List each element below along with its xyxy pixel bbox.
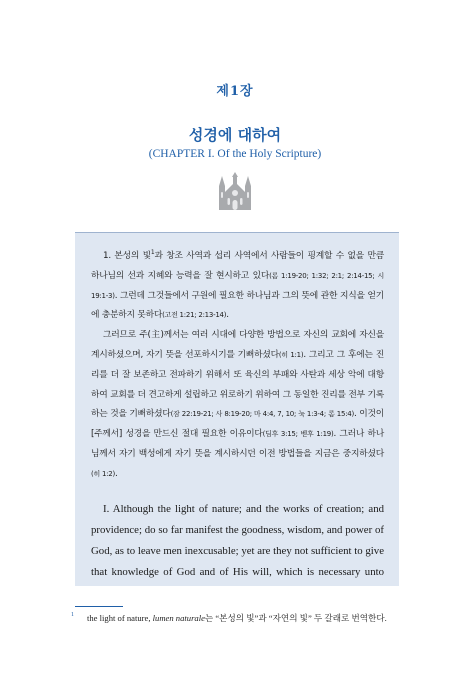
- cathedral-icon: [215, 172, 255, 212]
- text-run: the light of nature,: [87, 613, 153, 623]
- text-run: . 그리고 그 후에는 진리를 더 잘 보존하고 전파하기 위해서 또 육신의 부패와 사탄과 세상 악에 대항하여 교회를 더 견고하게 설립하고 위로하기 위하여 그 동일한 진리를 전부 기록하는 것을 기뻐하셨다: [91, 349, 385, 420]
- chapter-number: 제1장: [216, 84, 254, 99]
- footnote-ref[interactable]: 1: [150, 249, 155, 257]
- chapter-subtitle: (CHAPTER I. Of the Holy Scripture): [148, 148, 322, 160]
- scripture-reference: (롬 1:19-20; 1:32; 2:1; 2:14-15; 시 19:1-3): [91, 271, 384, 300]
- text-run: 그러므로 주(主)께서는 여러 시대에 다양한 방법으로 자신의 교회에 자신을 계시하셨으며, 자기 뜻을 선포하시기를 기뻐하셨다: [91, 330, 384, 360]
- text-run: . 그런데 그것들에서 구원에 필요한 하나님과 그의 뜻에 관한 지식을 얻기에 충분하지 못하다: [91, 290, 384, 321]
- scripture-reference: (딤후 3:15; 벧후 1:19): [262, 430, 334, 439]
- english-paragraph: I. Although the light of nature; and the works of creation; and providence; do so far manifest the goodness, wisdom, and power of God, as to leave men inexcusable; yet are they not sufficient to give that knowledge of God and of His will, which is necessary unto: [91, 502, 384, 578]
- text-run: . 그러나 하나님께서 자기 백성에게 자기 뜻을 계시하시던 이전 방법들을 지금은 중지하셨다: [91, 429, 384, 459]
- text-run: 는 “본성의 빛”과 “자연의 빛” 두 갈래로 번역한다.: [204, 613, 387, 623]
- scripture-reference: (고전 1:21; 2:13-14): [162, 311, 227, 320]
- latin-term: lumen naturale: [152, 613, 205, 623]
- text-run: .: [114, 468, 118, 479]
- footnote-text: [75, 612, 415, 624]
- korean-paragraph-1: [91, 247, 384, 326]
- footnote: [71, 612, 415, 624]
- text-run: 1. 본성의 빛: [103, 251, 151, 261]
- text-run: . 이것이 [주께서] 성경을 만드신 절대 필요한 이유이다: [91, 409, 385, 440]
- text-run: .: [226, 310, 229, 321]
- scripture-reference: (잠 22:19-21; 사 8:19-20; 마 4:4, 7, 10; 눅 1:3-4; 롬 15:4): [170, 410, 354, 419]
- scripture-reference: (히 1:1): [278, 350, 304, 359]
- scripture-reference: (히 1:2): [91, 469, 115, 478]
- confession-text-box: [75, 232, 399, 586]
- footnote-divider: [75, 606, 123, 607]
- text-run: 과 창조 사역과 섭리 사역에서 사람들이 핑계할 수 없을 만큼 하나님의 선과 지혜와 능력을 잘 현시하고 있다: [91, 251, 384, 281]
- korean-paragraph-2: [91, 326, 384, 484]
- chapter-title: 성경에 대하여: [188, 126, 282, 144]
- footnote-mark: 1: [71, 612, 74, 618]
